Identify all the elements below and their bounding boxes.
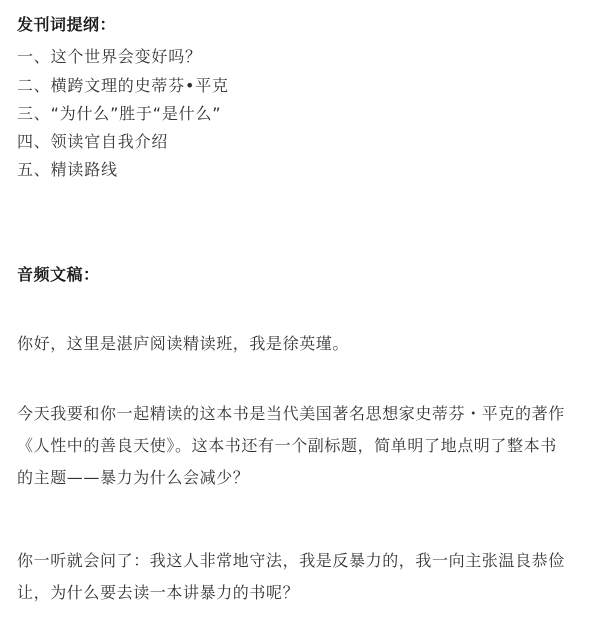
outline-item: 二、横跨文理的史蒂芬•平克 xyxy=(17,76,229,95)
paragraph-line: 的主题——暴力为什么会减少？ xyxy=(17,468,250,487)
outline-item: 四、领读官自我介绍 xyxy=(17,132,169,151)
paragraph-line: 你一听就会问了：我这人非常地守法，我是反暴力的，我一向主张温良恭俭 xyxy=(17,551,565,570)
paragraph-line: 今天我要和你一起精读的这本书是当代美国著名思想家史蒂芬・平克的著作 xyxy=(17,404,565,423)
paragraph-line: 让，为什么要去读一本讲暴力的书呢？ xyxy=(17,583,300,602)
paragraph-line: 《人性中的善良天使》。这本书还有一个副标题，简单明了地点明了整本书 xyxy=(17,436,557,455)
outline-item: 三、“为什么”胜于“是什么” xyxy=(17,104,222,123)
paragraph-greeting xyxy=(17,328,597,360)
paragraph-question xyxy=(17,545,597,609)
outline-item: 一、这个世界会变好吗？ xyxy=(17,47,202,66)
paragraph-line: 你好，这里是湛庐阅读精读班，我是徐英瑾。 xyxy=(17,334,350,353)
paragraph-book-intro xyxy=(17,398,597,494)
outline-heading: 发刊词提纲： xyxy=(17,15,117,34)
transcript-heading: 音频文稿： xyxy=(17,265,100,284)
outline-item: 五、精读路线 xyxy=(17,160,118,179)
